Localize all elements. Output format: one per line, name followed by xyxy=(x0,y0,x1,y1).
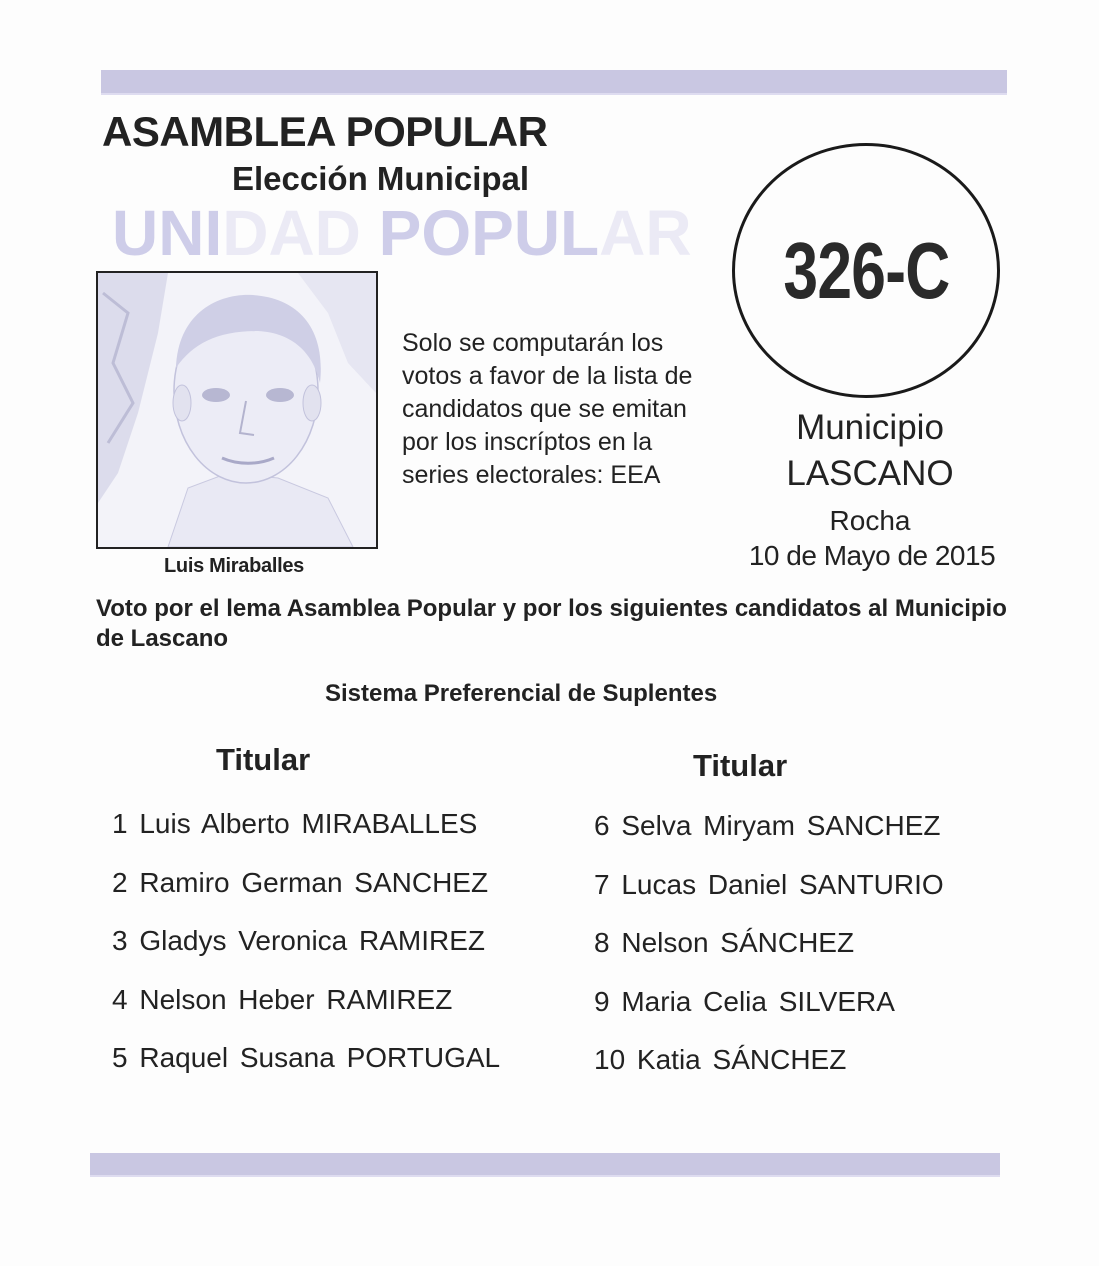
candidate-item: 9 Maria Celia SILVERA xyxy=(594,985,895,1017)
candidate-item: 8 Nelson SÁNCHEZ xyxy=(594,927,855,958)
candidate-item: 4 Nelson Heber RAMIREZ xyxy=(112,983,453,1015)
candidate-photo xyxy=(96,271,378,549)
list-number-circle xyxy=(732,143,1000,398)
candidate-item: 7 Lucas Daniel SANTURIO xyxy=(594,868,944,900)
portrait-image xyxy=(98,273,376,547)
candidate-list-right xyxy=(594,808,944,1101)
election-date: 10 de Mayo de 2015 xyxy=(748,540,996,571)
municipality-name: LASCANO xyxy=(786,454,954,493)
department-name: Rocha xyxy=(829,505,911,536)
bottom-decorative-band xyxy=(90,1153,1000,1175)
party-title: ASAMBLEA POPULAR xyxy=(102,108,548,155)
column-heading-left: Titular xyxy=(216,742,311,777)
candidate-item: 2 Ramiro German SANCHEZ xyxy=(112,866,489,898)
photo-caption: Luis Miraballes xyxy=(164,555,304,577)
municipality-label: Municipio xyxy=(796,408,944,447)
top-decorative-band xyxy=(101,70,1007,93)
candidate-item: 3 Gladys Veronica RAMIREZ xyxy=(112,925,486,956)
candidate-item: 5 Raquel Susana PORTUGAL xyxy=(112,1042,501,1073)
candidate-item: 6 Selva Miryam SANCHEZ xyxy=(594,810,941,841)
column-heading-right: Titular xyxy=(693,748,788,783)
list-number: 326-C xyxy=(782,225,950,315)
watermark-text: UNIDAD POPULAR xyxy=(112,197,692,269)
election-subtitle: Elección Municipal xyxy=(232,160,530,197)
candidate-item: 1 Luis Alberto MIRABALLES xyxy=(112,808,478,839)
system-heading: Sistema Preferencial de Suplentes xyxy=(325,680,718,707)
candidate-list-left xyxy=(112,806,500,1099)
candidate-item: 10 Katia SÁNCHEZ xyxy=(594,1044,847,1075)
notice-text: Solo se computarán los votos a favor de la lista de candidatos que se emitan por los inscríptos en la series electorales: EEA xyxy=(402,329,693,489)
vote-statement: Voto por el lema Asamblea Popular y por los siguientes candidatos al Municipio de Lascano xyxy=(96,595,1007,652)
